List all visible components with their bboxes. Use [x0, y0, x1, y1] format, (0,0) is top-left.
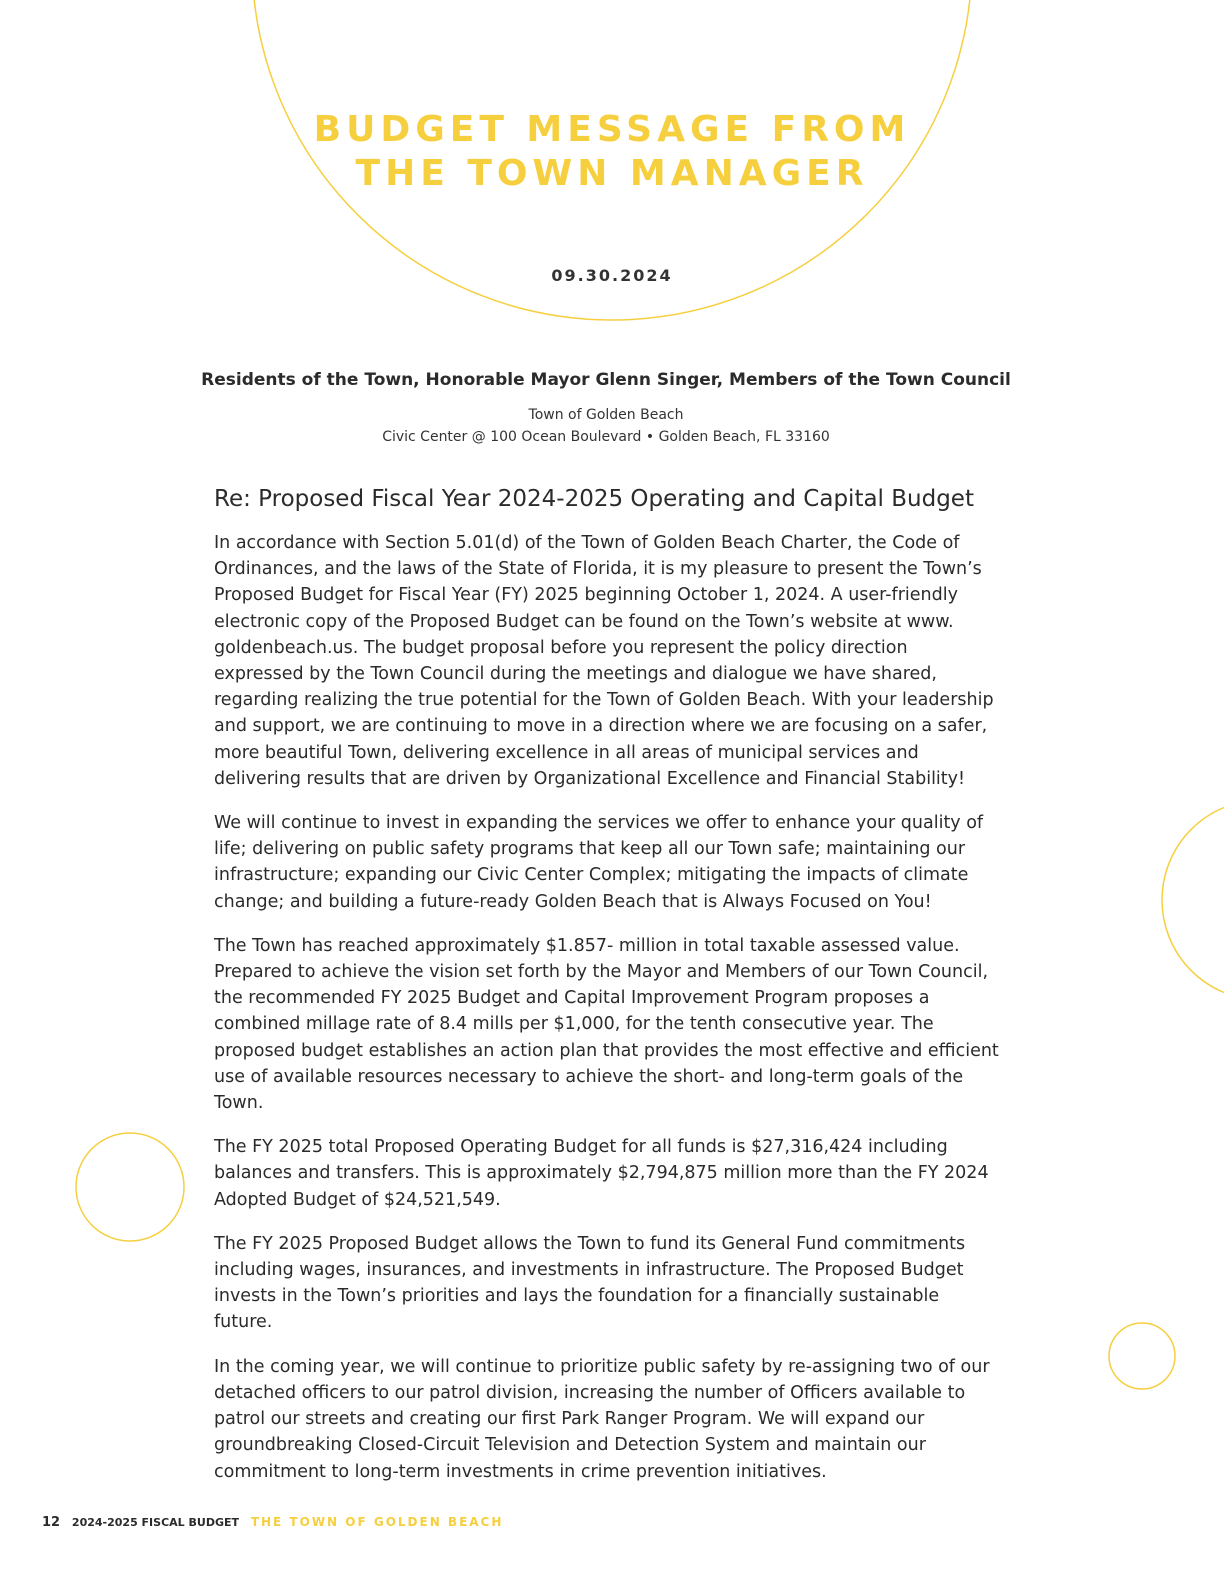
- body-paragraph: The FY 2025 Proposed Budget allows the Town to fund its General Fund commitments including wages, insurances, and investments in infrastructure. The Proposed Budget invests in the Town’s priorities and lays the foundation for a financially sustainable future.: [214, 1233, 966, 1333]
- body-paragraph: We will continue to invest in expanding the services we offer to enhance your quality of life; delivering on public safety programs that keep all our Town safe; maintaining our infrastructure; expanding our Civic Center Complex; mitigating the impacts of climate change; and building a future-ready Golden Beach that is Always Focused on You!: [214, 813, 984, 912]
- page-number: 12: [42, 1515, 61, 1530]
- right-small-circle: [1109, 1323, 1175, 1389]
- body-paragraph: In the coming year, we will continue to prioritize public safety by re-assigning two of our detached officers to our patrol division, increasing the number of Officers available to patrol our streets and creating our first Park Ranger Program. We will expand our groundbreaking Closed-Circuit Television and Detection System and maintain our commitment to long-term investments in crime prevention initiatives.: [214, 1356, 990, 1482]
- fiscal-label: 2024-2025 FISCAL BUDGET: [71, 1516, 239, 1529]
- letter-body: [214, 484, 999, 1503]
- body-paragraph: The Town has reached approximately $1.857- million in total taxable assessed value. Prepared to achieve the vision set forth by the Mayor and Members of our Town Council, the recommended FY 2025 Budget and Capital Improvement Program proposes a combined millage rate of 8.4 mills per $1,000, for the tenth consecutive year. The proposed budget establishes an action plan that provides the most effective and efficient use of available resources necessary to achieve the short- and long-term goals of the Town.: [214, 935, 999, 1114]
- body-paragraph: In accordance with Section 5.01(d) of the Town of Golden Beach Charter, the Code of Ordinances, and the laws of the State of Florida, it is my pleasure to present the Town’s Proposed Budget for Fiscal Year (FY) 2025 beginning October 1, 2024. A user-friendly electronic copy of the Proposed Budget can be found on the Town’s website at www. goldenbeach.us. The budget proposal before you represent the policy direction expressed by the Town Council during the meetings and dialogue we have shared, regarding realizing the true potential for the Town of Golden Beach. With your leadership and support, we are continuing to move in a direction where we are focusing on a safer, more beautiful Town, delivering excellence in all areas of municipal services and delivering results that are driven by Organizational Excellence and Financial Stability!: [214, 533, 994, 789]
- page-title: [262, 108, 962, 196]
- body-paragraph: The FY 2025 total Proposed Operating Budget for all funds is $27,316,424 including balances and transfers. This is approximately $2,794,875 million more than the FY 2024 Adopted Budget of $24,521,549.: [214, 1137, 989, 1210]
- subject-line: Re: Proposed Fiscal Year 2024-2025 Operating and Capital Budget: [214, 486, 974, 512]
- page-title-line-1: BUDGET MESSAGE FROM: [313, 109, 911, 150]
- address-block: [250, 404, 962, 448]
- town-label: THE TOWN OF GOLDEN BEACH: [250, 1515, 504, 1529]
- page-footer: [42, 1515, 503, 1530]
- message-date: 09.30.2024: [551, 266, 673, 285]
- left-small-circle: [76, 1133, 184, 1241]
- recipients-line: Residents of the Town, Honorable Mayor Glenn Singer, Members of the Town Council: [201, 370, 1011, 390]
- right-edge-circle: [1162, 800, 1224, 1000]
- page-title-line-2: THE TOWN MANAGER: [355, 153, 869, 194]
- address-line-1: Town of Golden Beach: [528, 407, 684, 423]
- address-line-2: Civic Center @ 100 Ocean Boulevard • Golden Beach, FL 33160: [382, 429, 830, 445]
